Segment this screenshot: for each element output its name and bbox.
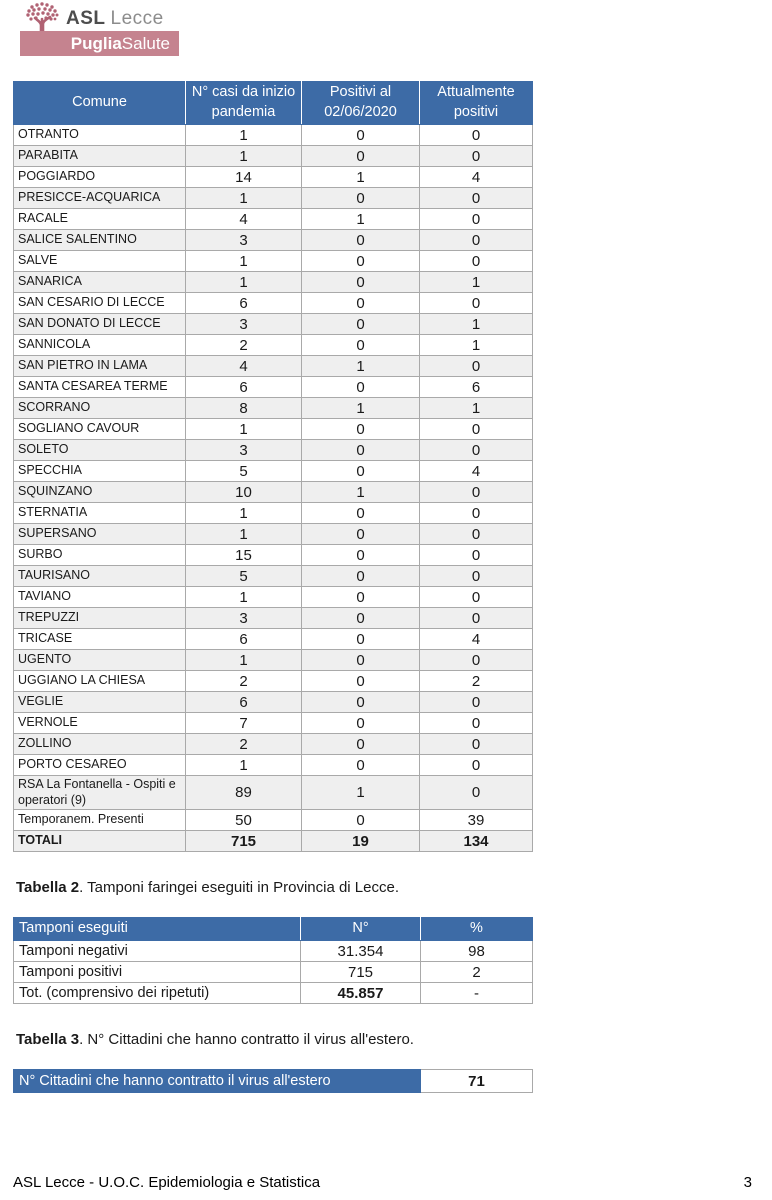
value-cell: 1 xyxy=(186,272,302,293)
value-cell: 1 xyxy=(420,314,533,335)
tamponi-table-header xyxy=(14,918,533,941)
row-label-cell: SALVE xyxy=(14,251,186,272)
value-cell: 6 xyxy=(186,377,302,398)
value-cell: 0 xyxy=(302,587,420,608)
header-row xyxy=(14,918,533,941)
col-attualmente: Attualmente positivi xyxy=(420,82,533,125)
value-cell: 0 xyxy=(302,335,420,356)
table-row xyxy=(14,398,533,419)
row-label-cell: SURBO xyxy=(14,545,186,566)
row-label-cell: SOGLIANO CAVOUR xyxy=(14,419,186,440)
table-row xyxy=(14,461,533,482)
tabella2-caption xyxy=(16,879,772,898)
value-cell: 0 xyxy=(302,608,420,629)
value-cell: 2 xyxy=(421,962,533,983)
row-label-cell: TRICASE xyxy=(14,629,186,650)
value-cell: 7 xyxy=(186,713,302,734)
table-row xyxy=(14,524,533,545)
row-label-cell: VEGLIE xyxy=(14,692,186,713)
value-cell: 0 xyxy=(302,419,420,440)
value-cell: 0 xyxy=(420,734,533,755)
value-cell: 0 xyxy=(420,188,533,209)
value-cell: 2 xyxy=(186,335,302,356)
value-cell: 0 xyxy=(420,251,533,272)
value-cell: 1 xyxy=(302,209,420,230)
row-label-cell: TAVIANO xyxy=(14,587,186,608)
page-number: 3 xyxy=(743,1174,752,1191)
value-cell: 0 xyxy=(420,503,533,524)
value-cell: 31.354 xyxy=(301,941,421,962)
row-label-cell: SPECCHIA xyxy=(14,461,186,482)
value-cell: 4 xyxy=(420,461,533,482)
value-cell: 1 xyxy=(186,251,302,272)
row-label-cell: SCORRANO xyxy=(14,398,186,419)
value-cell: 0 xyxy=(420,356,533,377)
row-label-cell: TREPUZZI xyxy=(14,608,186,629)
value-cell: 50 xyxy=(186,810,302,831)
table-row xyxy=(14,755,533,776)
table-row xyxy=(14,209,533,230)
col-numero: N° xyxy=(301,918,421,941)
org-name-rest: Lecce xyxy=(110,8,164,29)
table-row xyxy=(14,941,533,962)
value-cell: 0 xyxy=(302,810,420,831)
value-cell: 3 xyxy=(186,440,302,461)
tamponi-table xyxy=(13,917,533,1004)
row-label-cell: SANARICA xyxy=(14,272,186,293)
row-label-cell: UGGIANO LA CHIESA xyxy=(14,671,186,692)
table-row xyxy=(14,962,533,983)
row-label-cell: SOLETO xyxy=(14,440,186,461)
table-row xyxy=(14,167,533,188)
value-cell: 1 xyxy=(186,524,302,545)
value-cell: 1 xyxy=(420,335,533,356)
row-label-cell: Tot. (comprensivo dei ripetuti) xyxy=(14,983,301,1004)
puglia-salute-banner xyxy=(20,31,179,56)
value-cell: 1 xyxy=(302,356,420,377)
row-label-cell: SALICE SALENTINO xyxy=(14,230,186,251)
value-cell: 0 xyxy=(420,125,533,146)
value-cell: 1 xyxy=(302,776,420,810)
value-cell: 1 xyxy=(186,146,302,167)
value-cell: 4 xyxy=(420,629,533,650)
banner-rest: Salute xyxy=(121,33,170,53)
value-cell: 2 xyxy=(186,671,302,692)
value-cell: 89 xyxy=(186,776,302,810)
value-cell: 0 xyxy=(302,713,420,734)
value-cell: 5 xyxy=(186,566,302,587)
page-footer xyxy=(13,1174,752,1191)
value-cell: 2 xyxy=(420,671,533,692)
value-cell: 0 xyxy=(302,755,420,776)
table-row xyxy=(14,356,533,377)
col-percent: % xyxy=(421,918,533,941)
value-cell: 45.857 xyxy=(301,983,421,1004)
value-cell: 0 xyxy=(420,482,533,503)
value-cell: - xyxy=(421,983,533,1004)
estero-label-cell: N° Cittadini che hanno contratto il virus all'estero xyxy=(14,1070,421,1093)
value-cell: 1 xyxy=(302,482,420,503)
row-label-cell: POGGIARDO xyxy=(14,167,186,188)
value-cell: 0 xyxy=(420,692,533,713)
row-label-cell: Tamponi positivi xyxy=(14,962,301,983)
value-cell: 0 xyxy=(302,230,420,251)
table-row xyxy=(14,983,533,1004)
table-row xyxy=(14,713,533,734)
row-label-cell: PORTO CESAREO xyxy=(14,755,186,776)
row-label-cell: SANTA CESAREA TERME xyxy=(14,377,186,398)
tabella2-caption-text: . Tamponi faringei eseguiti in Provincia di Lecce. xyxy=(79,879,399,897)
tabella3-caption xyxy=(16,1031,772,1050)
table-row xyxy=(14,692,533,713)
row-label-cell: TOTALI xyxy=(14,831,186,852)
table-row xyxy=(14,503,533,524)
value-cell: 3 xyxy=(186,230,302,251)
value-cell: 1 xyxy=(186,503,302,524)
tamponi-table-body xyxy=(14,941,533,1004)
table-row xyxy=(14,650,533,671)
table-row xyxy=(14,146,533,167)
banner-bold: Puglia xyxy=(70,33,122,53)
value-cell: 10 xyxy=(186,482,302,503)
value-cell: 1 xyxy=(186,650,302,671)
value-cell: 0 xyxy=(420,440,533,461)
org-name-bold: ASL xyxy=(66,8,106,29)
value-cell: 0 xyxy=(420,293,533,314)
value-cell: 8 xyxy=(186,398,302,419)
value-cell: 134 xyxy=(420,831,533,852)
row-label-cell: OTRANTO xyxy=(14,125,186,146)
col-comune: Comune xyxy=(14,82,186,125)
value-cell: 0 xyxy=(420,545,533,566)
row-label-cell: SANNICOLA xyxy=(14,335,186,356)
value-cell: 0 xyxy=(420,146,533,167)
table-row xyxy=(14,272,533,293)
row-label-cell: PARABITA xyxy=(14,146,186,167)
asl-lecce-logo xyxy=(20,0,220,60)
estero-table xyxy=(13,1069,533,1093)
row-label-cell: SAN CESARIO DI LECCE xyxy=(14,293,186,314)
value-cell: 0 xyxy=(302,251,420,272)
value-cell: 5 xyxy=(186,461,302,482)
table-row xyxy=(14,125,533,146)
value-cell: 2 xyxy=(186,734,302,755)
table-row xyxy=(14,377,533,398)
row-label-cell: Temporanem. Presenti xyxy=(14,810,186,831)
table-row xyxy=(14,314,533,335)
value-cell: 0 xyxy=(302,692,420,713)
tabella3-caption-bold: Tabella 3 xyxy=(16,1031,80,1049)
row-label-cell: SAN PIETRO IN LAMA xyxy=(14,356,186,377)
value-cell: 0 xyxy=(302,440,420,461)
value-cell: 0 xyxy=(302,293,420,314)
row-label-cell: TAURISANO xyxy=(14,566,186,587)
value-cell: 0 xyxy=(302,461,420,482)
value-cell: 6 xyxy=(186,293,302,314)
value-cell: 0 xyxy=(420,608,533,629)
comuni-cases-table xyxy=(13,81,533,852)
table-row xyxy=(14,734,533,755)
row-label-cell: VERNOLE xyxy=(14,713,186,734)
value-cell: 0 xyxy=(302,188,420,209)
value-cell: 1 xyxy=(302,398,420,419)
table-row xyxy=(14,440,533,461)
value-cell: 1 xyxy=(186,188,302,209)
value-cell: 4 xyxy=(186,356,302,377)
row-label-cell: SAN DONATO DI LECCE xyxy=(14,314,186,335)
table-row xyxy=(14,482,533,503)
table-row xyxy=(14,608,533,629)
comuni-table-body xyxy=(14,125,533,852)
row-label-cell: ZOLLINO xyxy=(14,734,186,755)
value-cell: 1 xyxy=(186,755,302,776)
table-row xyxy=(14,419,533,440)
row-label-cell: SUPERSANO xyxy=(14,524,186,545)
value-cell: 0 xyxy=(302,314,420,335)
comuni-table-header xyxy=(14,82,533,125)
value-cell: 0 xyxy=(420,419,533,440)
tabella3-caption-text: . N° Cittadini che hanno contratto il virus all'estero. xyxy=(79,1031,414,1049)
value-cell: 0 xyxy=(420,755,533,776)
value-cell: 19 xyxy=(302,831,420,852)
value-cell: 1 xyxy=(420,398,533,419)
value-cell: 0 xyxy=(302,671,420,692)
table-row xyxy=(14,335,533,356)
value-cell: 715 xyxy=(301,962,421,983)
value-cell: 4 xyxy=(420,167,533,188)
value-cell: 0 xyxy=(302,650,420,671)
value-cell: 0 xyxy=(302,125,420,146)
value-cell: 0 xyxy=(302,377,420,398)
header-row xyxy=(14,82,533,125)
value-cell: 715 xyxy=(186,831,302,852)
value-cell: 4 xyxy=(186,209,302,230)
table-row xyxy=(14,1070,533,1093)
value-cell: 0 xyxy=(302,503,420,524)
table-row xyxy=(14,230,533,251)
value-cell: 0 xyxy=(302,566,420,587)
estero-value-cell: 71 xyxy=(421,1070,533,1093)
value-cell: 0 xyxy=(420,524,533,545)
row-label-cell: PRESICCE-ACQUARICA xyxy=(14,188,186,209)
value-cell: 0 xyxy=(420,230,533,251)
value-cell: 98 xyxy=(421,941,533,962)
value-cell: 0 xyxy=(302,272,420,293)
value-cell: 0 xyxy=(420,209,533,230)
row-label-cell: UGENTO xyxy=(14,650,186,671)
row-label-cell: SQUINZANO xyxy=(14,482,186,503)
table-row xyxy=(14,293,533,314)
footer-org-text: ASL Lecce - U.O.C. Epidemiologia e Statistica xyxy=(13,1174,321,1191)
value-cell: 0 xyxy=(302,524,420,545)
row-label-cell: Tamponi negativi xyxy=(14,941,301,962)
value-cell: 15 xyxy=(186,545,302,566)
row-label-cell: RSA La Fontanella - Ospiti e operatori (9) xyxy=(14,776,186,810)
value-cell: 1 xyxy=(186,587,302,608)
value-cell: 1 xyxy=(420,272,533,293)
value-cell: 1 xyxy=(186,125,302,146)
value-cell: 6 xyxy=(186,629,302,650)
value-cell: 6 xyxy=(420,377,533,398)
table-row xyxy=(14,810,533,831)
value-cell: 1 xyxy=(186,419,302,440)
table-row xyxy=(14,587,533,608)
value-cell: 0 xyxy=(302,734,420,755)
value-cell: 3 xyxy=(186,314,302,335)
table-row xyxy=(14,251,533,272)
value-cell: 0 xyxy=(420,776,533,810)
value-cell: 0 xyxy=(420,566,533,587)
col-positivi-al: Positivi al 02/06/2020 xyxy=(302,82,420,125)
totals-row xyxy=(14,831,533,852)
value-cell: 0 xyxy=(420,713,533,734)
value-cell: 0 xyxy=(302,629,420,650)
value-cell: 3 xyxy=(186,608,302,629)
table-row xyxy=(14,188,533,209)
col-casi-inizio: N° casi da inizio pandemia xyxy=(186,82,302,125)
value-cell: 39 xyxy=(420,810,533,831)
value-cell: 0 xyxy=(420,587,533,608)
value-cell: 0 xyxy=(420,650,533,671)
value-cell: 1 xyxy=(302,167,420,188)
table-row xyxy=(14,566,533,587)
value-cell: 6 xyxy=(186,692,302,713)
table-row xyxy=(14,671,533,692)
row-label-cell: STERNATIA xyxy=(14,503,186,524)
row-label-cell: RACALE xyxy=(14,209,186,230)
col-tamponi-eseguiti: Tamponi eseguiti xyxy=(14,918,301,941)
value-cell: 0 xyxy=(302,146,420,167)
value-cell: 0 xyxy=(302,545,420,566)
tabella2-caption-bold: Tabella 2 xyxy=(16,879,80,897)
org-name xyxy=(66,8,164,30)
table-row xyxy=(14,545,533,566)
value-cell: 14 xyxy=(186,167,302,188)
table-row xyxy=(14,629,533,650)
table-row xyxy=(14,776,533,810)
